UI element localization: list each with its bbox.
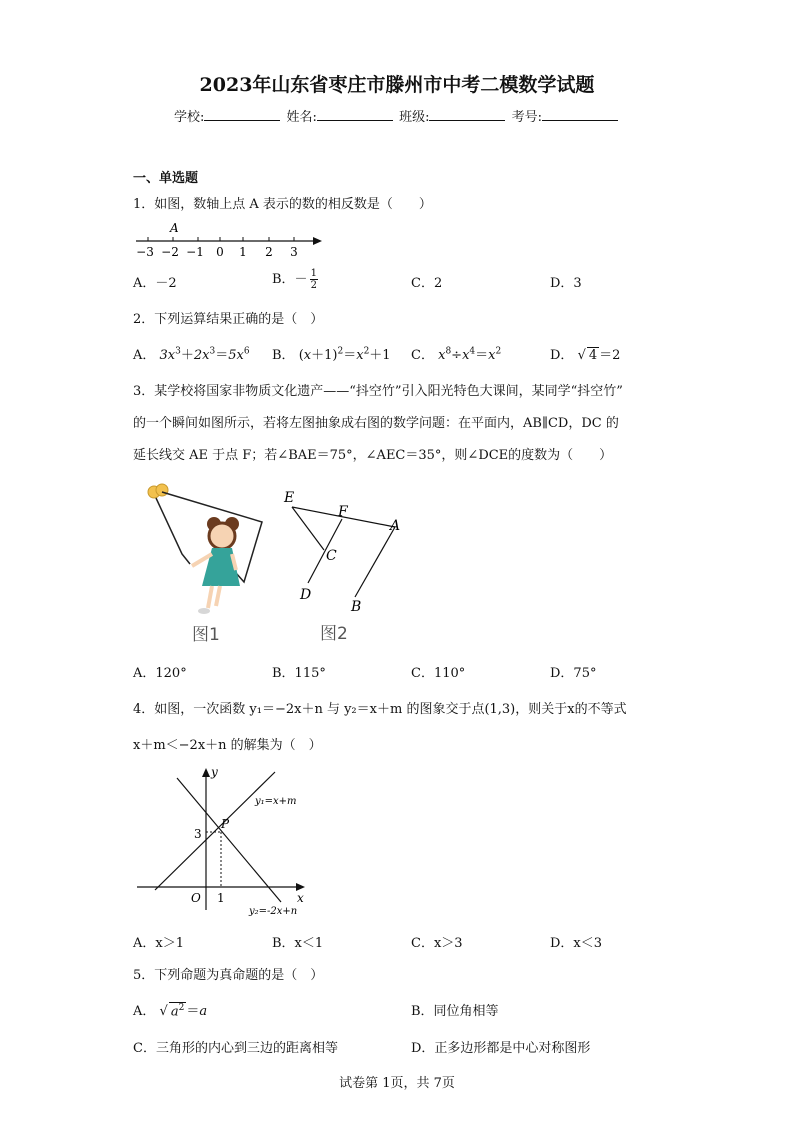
- q3-option-b[interactable]: B．115°: [272, 666, 326, 681]
- id-label: 考号:: [511, 110, 542, 125]
- q4-line2: x＋m＜−2x＋n 的解集为（ ）: [133, 738, 322, 753]
- page-footer: 试卷第 1页，共 7页: [339, 1076, 455, 1091]
- q5-stem: 5．下列命题为真命题的是（ ）: [133, 968, 324, 983]
- segment-ec: [292, 507, 324, 550]
- q4-function-graph: [133, 762, 313, 924]
- label-f: F: [338, 504, 348, 520]
- q3-option-c[interactable]: C．110°: [411, 666, 466, 681]
- id-field[interactable]: [542, 108, 618, 121]
- q1-option-b[interactable]: B．－ $\frac{1}{2}$: [272, 268, 317, 291]
- label-e: E: [284, 490, 295, 506]
- q1-number-line: [130, 216, 330, 258]
- fig1-caption: 图1: [192, 625, 220, 645]
- y-label: y: [211, 765, 218, 779]
- page-title: 2023年山东省枣庄市滕州市中考二模数学试题: [199, 74, 595, 96]
- q3-option-d[interactable]: D．75°: [550, 666, 597, 681]
- q5-option-a[interactable]: A． √ $a^2 =a$: [133, 1002, 208, 1019]
- tick-label: −3: [136, 245, 154, 258]
- fig2-caption: 图2: [320, 624, 348, 644]
- q2-option-d[interactable]: D． √ 4 ＝2: [550, 348, 621, 363]
- label-d: D: [300, 587, 312, 603]
- point-a-label: A: [170, 221, 179, 235]
- line2-label: y₂=-2x+n: [249, 906, 298, 917]
- q2-stem: 2．下列运算结果正确的是（ ）: [133, 312, 324, 327]
- q3-figure2-geometry: [280, 485, 410, 650]
- q1-option-a[interactable]: A．－2: [133, 276, 177, 291]
- section-heading: 一、单选题: [133, 171, 199, 186]
- q5-option-d[interactable]: D．正多边形都是中心对称图形: [411, 1041, 591, 1056]
- q3-figure1-kongzhu-girl: [140, 478, 270, 648]
- label-b: B: [351, 599, 362, 615]
- q4-line1: 4．如图，一次函数 y₁＝−2x＋n 与 y₂＝x＋m 的图象交于点(1,3)，则关于x的不等式: [133, 702, 627, 717]
- q1-option-d[interactable]: D．3: [550, 276, 582, 291]
- q4-option-c[interactable]: C．x＞3: [411, 936, 463, 951]
- q2-option-b[interactable]: B． $(x+1)^2=x^2+1$: [272, 346, 391, 363]
- q2-option-c[interactable]: C． $x^8\div x^4=x^2$: [411, 346, 502, 363]
- line-y1: [155, 772, 275, 890]
- x-label: x: [297, 891, 304, 905]
- name-label: 姓名:: [286, 110, 317, 125]
- line1-label: y₁=x+m: [255, 796, 297, 807]
- segment-ab: [355, 527, 395, 597]
- segment-fd: [308, 519, 342, 583]
- q4-option-d[interactable]: D．x＜3: [550, 936, 603, 951]
- tick-label: 1: [239, 245, 247, 258]
- q3-line1: 3．某学校将国家非物质文化遗产——“抖空竹”引入阳光特色大课间，某同学“抖空竹”: [133, 384, 623, 399]
- student-info-line: [0, 106, 794, 125]
- q4-option-a[interactable]: A．x＞1: [133, 936, 184, 951]
- class-label: 班级:: [399, 110, 430, 125]
- q5-option-c[interactable]: C．三角形的内心到三边的距离相等: [133, 1041, 338, 1056]
- tick-label: 3: [290, 245, 298, 258]
- label-c: C: [326, 548, 337, 564]
- q5-option-b[interactable]: B．同位角相等: [411, 1004, 499, 1019]
- one-label: 1: [217, 891, 225, 905]
- name-field[interactable]: [317, 108, 393, 121]
- q1-option-c[interactable]: C．2: [411, 276, 443, 291]
- tick-label: −2: [161, 245, 179, 258]
- origin-label: O: [191, 891, 201, 905]
- q3-line2: 的一个瞬间如图所示，若将左图抽象成右图的数学问题：在平面内，AB∥CD，DC 的: [133, 416, 619, 431]
- three-label: 3: [194, 827, 202, 841]
- p-label: P: [221, 817, 230, 831]
- q1-stem: 1．如图，数轴上点 A 表示的数的相反数是（ ）: [133, 197, 432, 212]
- class-field[interactable]: [429, 108, 505, 121]
- school-field[interactable]: [204, 108, 280, 121]
- axis-arrow: [313, 237, 322, 245]
- school-label: 学校:: [174, 110, 205, 125]
- q3-line3: 延长线交 AE 于点 F；若∠BAE＝75°，∠AEC＝35°，则∠DCE的度数为（ ）: [133, 448, 613, 463]
- q3-option-a[interactable]: A．120°: [133, 666, 187, 681]
- label-a: A: [390, 518, 401, 534]
- tick-label: 0: [216, 245, 224, 258]
- q2-option-a[interactable]: A． $3x^3+2x^3=5x^6$: [133, 346, 250, 363]
- tick-label: −1: [186, 245, 204, 258]
- tick-label: 2: [265, 245, 273, 258]
- q4-option-b[interactable]: B．x＜1: [272, 936, 324, 951]
